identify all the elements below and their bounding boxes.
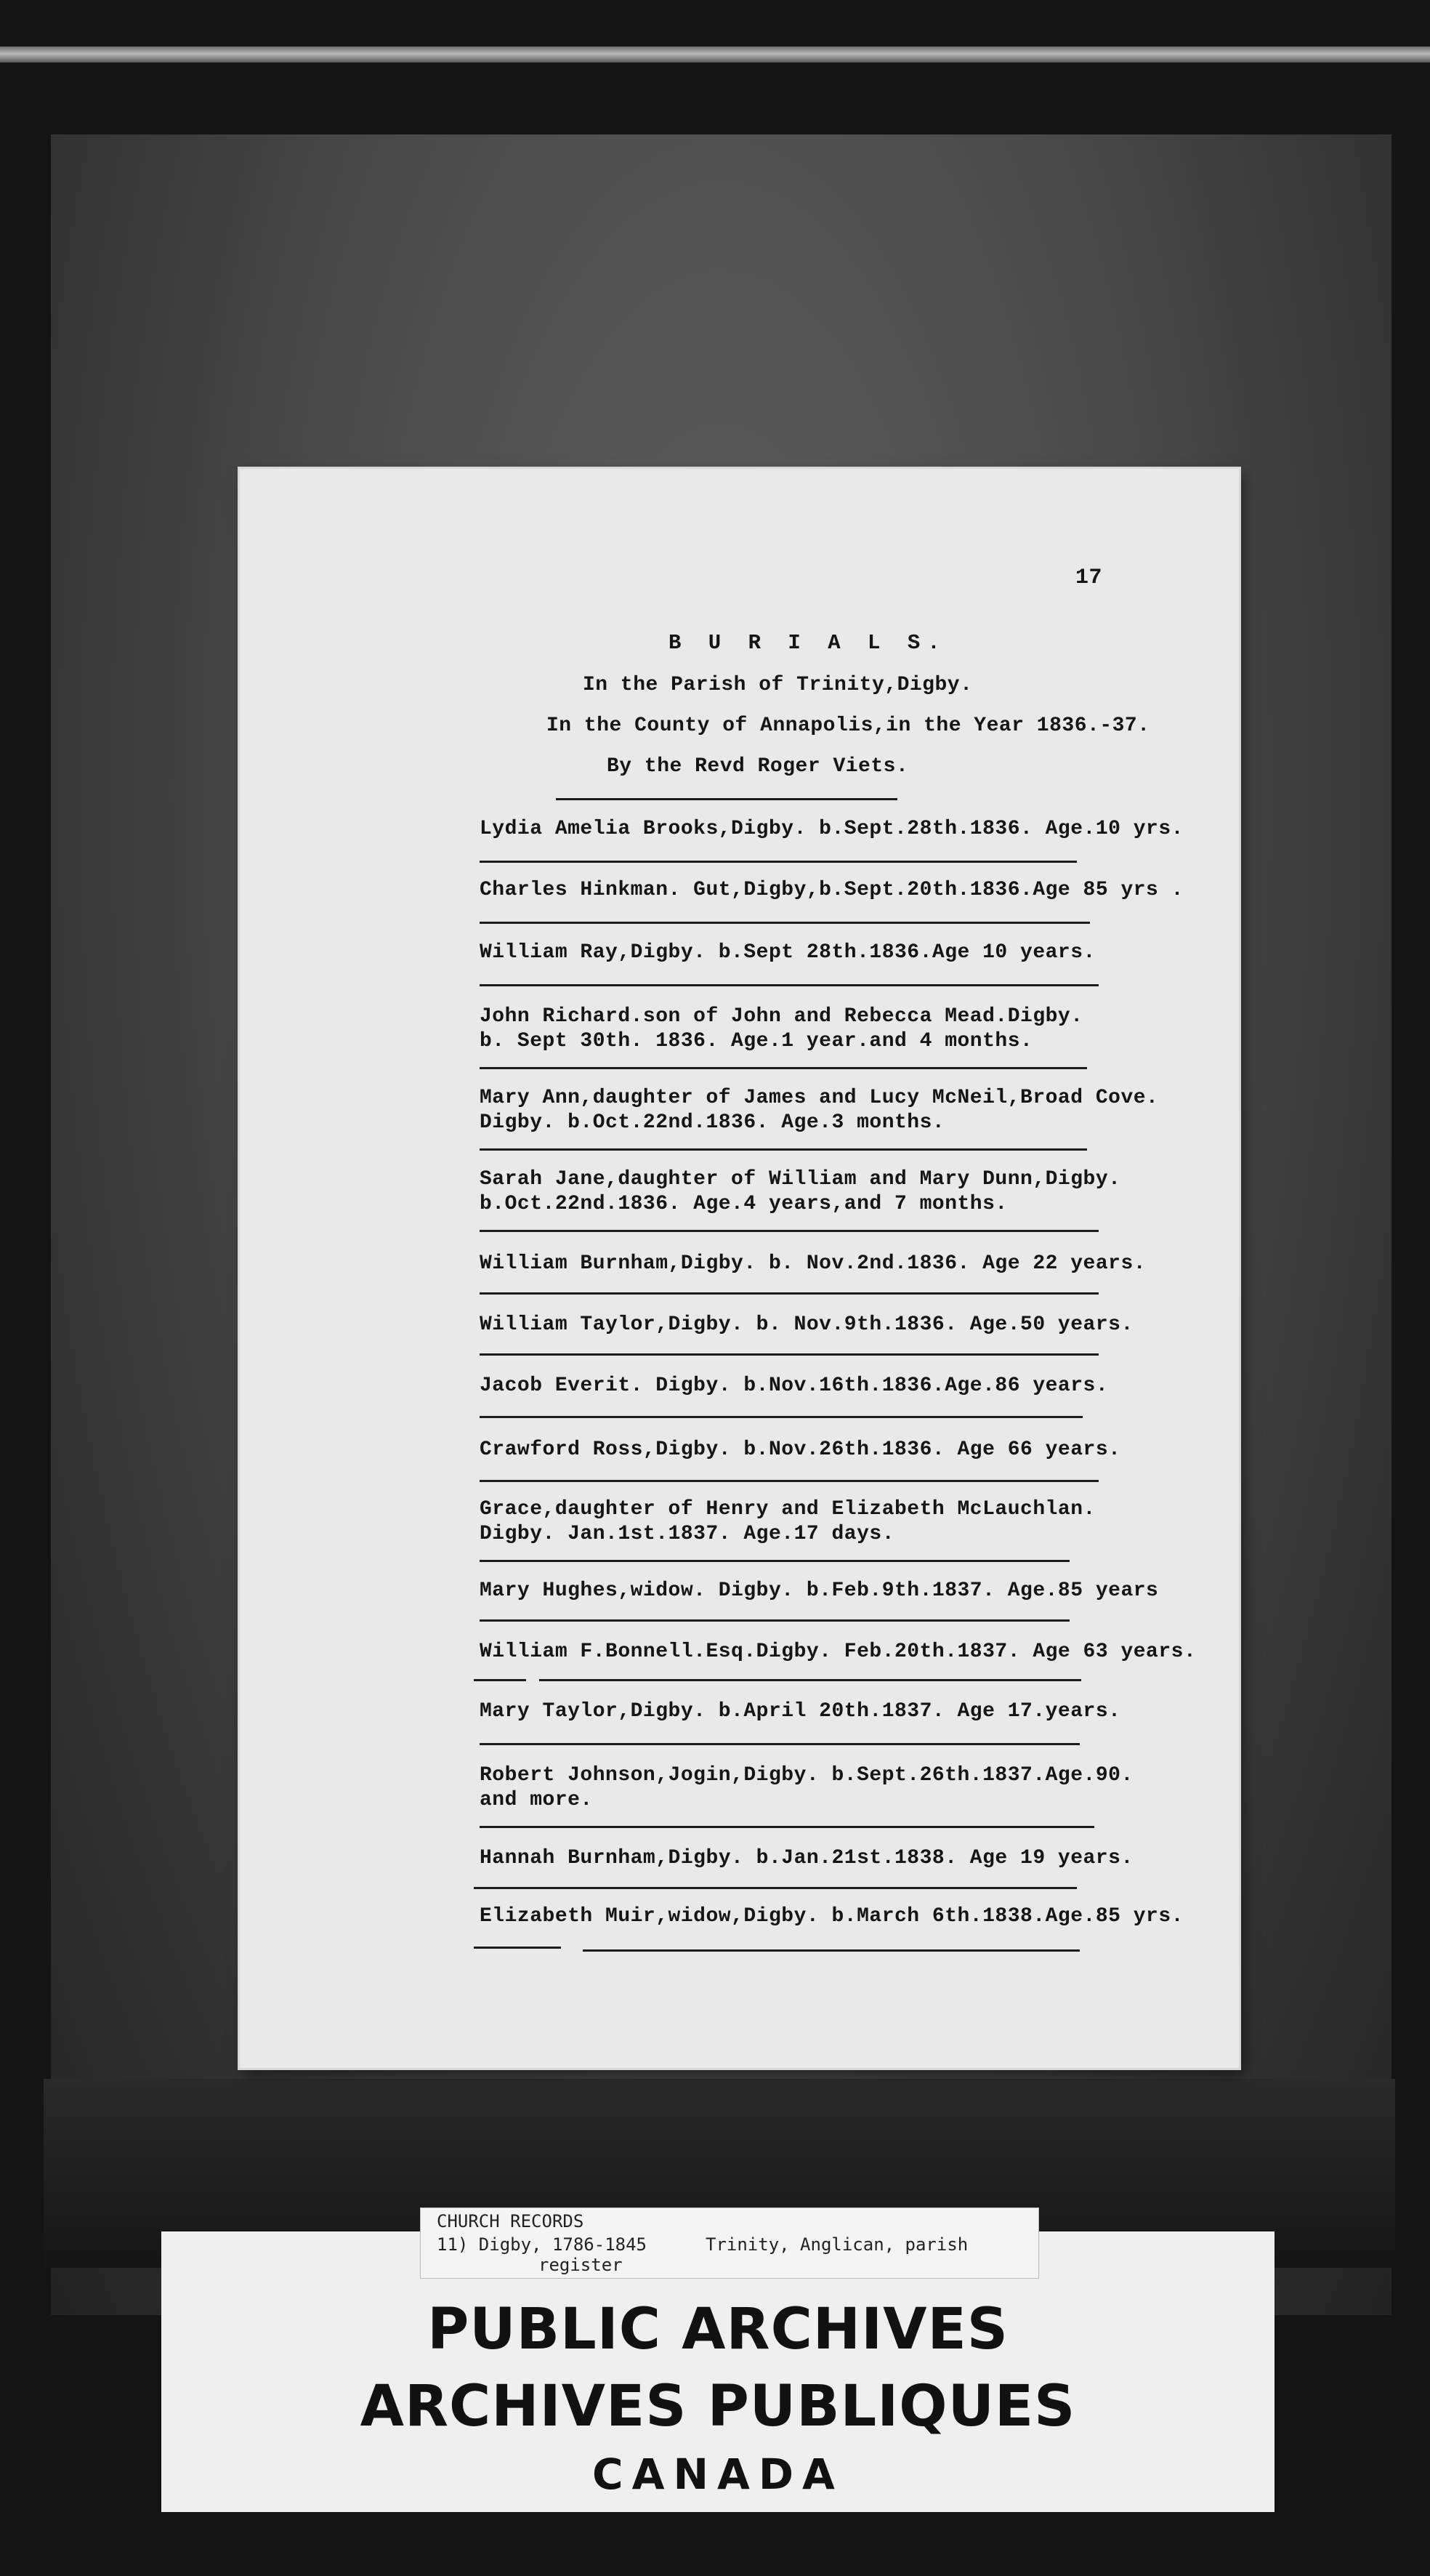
burial-entry <box>480 1252 1146 1276</box>
burial-entry <box>480 1438 1120 1462</box>
entry-line: Jacob Everit. Digby. b.Nov.16th.1836.Age.86 years. <box>480 1374 1109 1397</box>
burial-entry <box>480 878 1184 903</box>
entry-line: Mary Hughes,widow. Digby. b.Feb.9th.1837. Age.85 years <box>480 1579 1159 1602</box>
collection-label <box>420 2207 1039 2279</box>
entry-line: and more. <box>480 1789 593 1811</box>
label-reference: 11) Digby, 1786-1845 <box>437 2234 647 2255</box>
entry-rule <box>480 861 1077 863</box>
label-description-cont: register <box>538 2255 623 2275</box>
burial-entry <box>480 1313 1134 1337</box>
entry-line: Robert Johnson,Jogin,Digby. b.Sept.26th.1837.Age.90. <box>480 1764 1134 1787</box>
burial-entry <box>480 817 1184 842</box>
entry-rule <box>474 1947 561 1949</box>
entry-rule <box>480 1416 1083 1418</box>
burial-entry <box>480 1846 1134 1871</box>
entry-line: William Taylor,Digby. b. Nov.9th.1836. Age.50 years. <box>480 1313 1134 1336</box>
burial-entry <box>480 1497 1096 1547</box>
entry-rule <box>480 1292 1099 1295</box>
entry-line: Elizabeth Muir,widow,Digby. b.March 6th.1838.Age.85 yrs. <box>480 1905 1184 1928</box>
entry-rule <box>480 1743 1080 1745</box>
burial-entry <box>480 1763 1134 1813</box>
entry-rule <box>480 922 1090 924</box>
entry-rule <box>474 1887 1077 1889</box>
burial-entry <box>480 1086 1158 1135</box>
entry-line: Digby. Jan.1st.1837. Age.17 days. <box>480 1523 894 1545</box>
entry-rule <box>480 1619 1070 1622</box>
register-title: B U R I A L S. <box>668 631 948 655</box>
entry-rule <box>480 1560 1070 1562</box>
entry-rule <box>474 1679 526 1681</box>
stamp-line-french: ARCHIVES PUBLIQUES <box>360 2374 1076 2439</box>
entry-line: Sarah Jane,daughter of William and Mary Dunn,Digby. <box>480 1168 1121 1191</box>
entry-rule <box>480 1067 1087 1069</box>
burial-entry <box>480 1005 1083 1054</box>
page-number: 17 <box>1075 565 1103 590</box>
entry-rule <box>583 1949 1080 1952</box>
entry-line: William Ray,Digby. b.Sept 28th.1836.Age 10 years. <box>480 941 1096 964</box>
stamp-line-country: CANADA <box>592 2450 844 2499</box>
entry-line: b. Sept 30th. 1836. Age.1 year.and 4 months. <box>480 1030 1033 1052</box>
clergy-line: By the Revd Roger Viets. <box>607 755 909 778</box>
entry-line: Crawford Ross,Digby. b.Nov.26th.1836. Age 66 years. <box>480 1438 1121 1461</box>
entry-rule <box>480 1480 1099 1482</box>
entry-line: Digby. b.Oct.22nd.1836. Age.3 months. <box>480 1111 945 1134</box>
burial-entry <box>480 1699 1120 1724</box>
entry-rule <box>480 984 1099 986</box>
entry-line: Mary Taylor,Digby. b.April 20th.1837. Age 17.years. <box>480 1700 1121 1723</box>
stamp-line-english: PUBLIC ARCHIVES <box>427 2297 1009 2362</box>
entry-rule <box>480 1148 1087 1151</box>
entry-rule <box>539 1679 1081 1681</box>
entry-line: John Richard.son of John and Rebecca Mead.Digby. <box>480 1005 1083 1028</box>
county-year-line: In the County of Annapolis,in the Year 1836.-37. <box>546 715 1150 737</box>
entry-line: Hannah Burnham,Digby. b.Jan.21st.1838. Age 19 years. <box>480 1847 1134 1869</box>
burial-entry <box>480 1374 1108 1398</box>
parish-line: In the Parish of Trinity,Digby. <box>583 674 973 696</box>
entry-line: William Burnham,Digby. b. Nov.2nd.1836. Age 22 years. <box>480 1252 1147 1275</box>
entry-rule <box>480 1826 1094 1828</box>
heading-rule <box>556 798 897 800</box>
label-description: Trinity, Anglican, parish <box>706 2234 969 2255</box>
entry-rule <box>480 1230 1099 1232</box>
burial-entry <box>480 1904 1184 1929</box>
entry-line: Charles Hinkman. Gut,Digby,b.Sept.20th.1836.Age 85 yrs . <box>480 879 1184 901</box>
label-series: CHURCH RECORDS <box>437 2211 584 2231</box>
burial-entry <box>480 1640 1196 1665</box>
burial-entry <box>480 1579 1158 1603</box>
burial-entry <box>480 1167 1120 1217</box>
entry-line: Grace,daughter of Henry and Elizabeth McLauchlan. <box>480 1498 1096 1521</box>
film-edge-strip <box>0 47 1430 63</box>
entry-line: Lydia Amelia Brooks,Digby. b.Sept.28th.1836. Age.10 yrs. <box>480 818 1184 840</box>
entry-line: Mary Ann,daughter of James and Lucy McNeil,Broad Cove. <box>480 1087 1159 1109</box>
entry-rule <box>480 1353 1099 1356</box>
burial-entry <box>480 941 1096 965</box>
entry-line: b.Oct.22nd.1836. Age.4 years,and 7 months. <box>480 1193 1008 1215</box>
entry-line: William F.Bonnell.Esq.Digby. Feb.20th.1837. Age 63 years. <box>480 1641 1197 1663</box>
